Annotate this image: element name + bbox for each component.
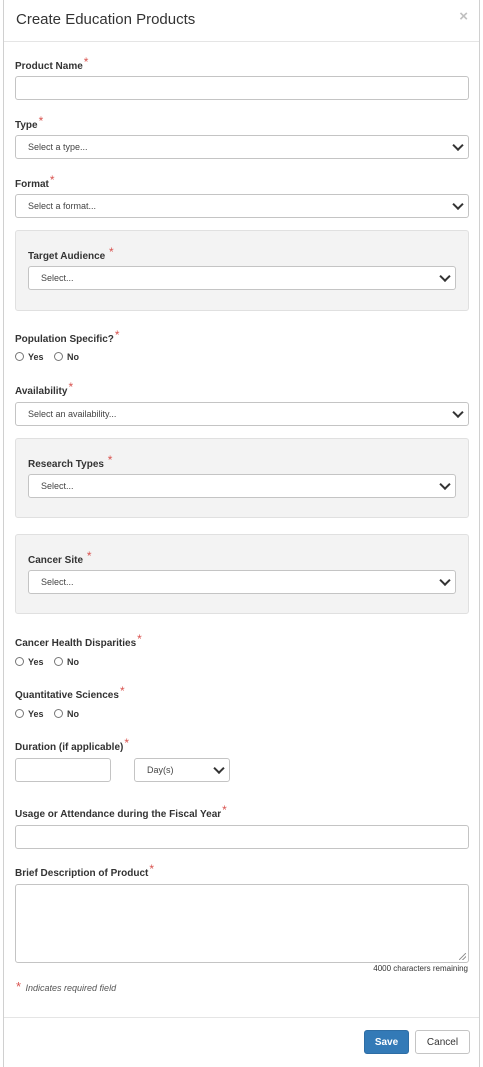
cancer-site-panel bbox=[15, 534, 469, 614]
duration-label: Duration (if applicable)* bbox=[15, 736, 130, 753]
required-marker: * bbox=[222, 803, 227, 817]
quantitative-sciences-yes-radio[interactable] bbox=[15, 709, 24, 718]
availability-label: Availability* bbox=[15, 380, 74, 397]
cancer-health-disparities-radio-group bbox=[15, 653, 79, 671]
resize-handle-icon[interactable] bbox=[459, 953, 466, 960]
radio-label-yes: Yes bbox=[28, 351, 44, 362]
required-legend bbox=[15, 978, 116, 996]
required-marker: * bbox=[149, 862, 155, 876]
create-education-products-modal bbox=[3, 0, 480, 1067]
required-marker: * bbox=[124, 736, 130, 750]
type-select[interactable] bbox=[15, 135, 469, 159]
required-marker: * bbox=[86, 549, 92, 563]
modal-header bbox=[4, 0, 479, 42]
quantitative-sciences-radio-group bbox=[15, 705, 79, 723]
modal-footer-divider bbox=[4, 1017, 479, 1018]
cancer-health-disparities-label: Cancer Health Disparities* bbox=[15, 632, 142, 649]
type-select-value: Select a type... bbox=[28, 142, 88, 152]
required-marker: * bbox=[137, 632, 142, 646]
research-types-panel bbox=[15, 438, 469, 518]
cancel-button[interactable]: Cancel bbox=[415, 1030, 470, 1054]
radio-label-yes: Yes bbox=[28, 656, 44, 667]
usage-input[interactable] bbox=[15, 825, 469, 849]
chevron-down-icon bbox=[452, 199, 463, 210]
quantitative-sciences-label: Quantitative Sciences* bbox=[15, 684, 125, 701]
description-label: Brief Description of Product* bbox=[15, 862, 155, 879]
close-icon[interactable]: × bbox=[459, 8, 468, 25]
characters-remaining: 4000 characters remaining bbox=[373, 964, 468, 973]
research-types-select-value: Select... bbox=[41, 481, 74, 491]
population-specific-label: Population Specific?* bbox=[15, 328, 120, 345]
format-select-value: Select a format... bbox=[28, 201, 97, 211]
format-label: Format* bbox=[15, 173, 55, 190]
required-marker: * bbox=[119, 684, 125, 698]
duration-unit-select-value: Day(s) bbox=[147, 765, 174, 775]
target-audience-select-value: Select... bbox=[41, 273, 74, 283]
cancer-health-disparities-yes-radio[interactable] bbox=[15, 657, 24, 666]
required-marker: * bbox=[83, 55, 89, 69]
required-marker: * bbox=[49, 173, 55, 187]
radio-label-no: No bbox=[66, 656, 79, 667]
cancer-site-label: Cancer Site * bbox=[28, 549, 92, 566]
required-marker: * bbox=[114, 328, 120, 342]
usage-label: Usage or Attendance during the Fiscal Year* bbox=[15, 803, 227, 820]
radio-label-no: No bbox=[66, 708, 79, 719]
duration-input[interactable] bbox=[15, 758, 111, 782]
duration-unit-select[interactable] bbox=[134, 758, 230, 782]
format-select[interactable] bbox=[15, 194, 469, 218]
cancer-site-select-value: Select... bbox=[41, 577, 74, 587]
target-audience-label: Target Audience * bbox=[28, 245, 114, 262]
population-specific-radio-group bbox=[15, 348, 79, 366]
availability-select-value: Select an availability... bbox=[28, 409, 117, 419]
required-marker: * bbox=[107, 453, 113, 467]
chevron-down-icon bbox=[439, 575, 450, 586]
radio-label-yes: Yes bbox=[28, 708, 44, 719]
chevron-down-icon bbox=[452, 407, 463, 418]
required-marker: * bbox=[38, 114, 44, 128]
description-textarea[interactable] bbox=[15, 884, 469, 963]
cancer-health-disparities-no-radio[interactable] bbox=[54, 657, 63, 666]
research-types-select[interactable] bbox=[28, 474, 456, 498]
availability-select[interactable] bbox=[15, 402, 469, 426]
product-name-label: Product Name* bbox=[15, 55, 89, 72]
chevron-down-icon bbox=[452, 140, 463, 151]
population-specific-yes-radio[interactable] bbox=[15, 352, 24, 361]
product-name-input[interactable] bbox=[15, 76, 469, 100]
required-marker: * bbox=[68, 380, 74, 394]
research-types-label: Research Types * bbox=[28, 453, 113, 470]
required-marker: * bbox=[16, 979, 22, 994]
chevron-down-icon bbox=[439, 271, 450, 282]
modal-title: Create Education Products bbox=[16, 11, 196, 28]
chevron-down-icon bbox=[213, 763, 224, 774]
type-label: Type* bbox=[15, 114, 44, 131]
save-button[interactable]: Save bbox=[364, 1030, 409, 1054]
target-audience-panel bbox=[15, 230, 469, 311]
cancer-site-select[interactable] bbox=[28, 570, 456, 594]
population-specific-no-radio[interactable] bbox=[54, 352, 63, 361]
quantitative-sciences-no-radio[interactable] bbox=[54, 709, 63, 718]
radio-label-no: No bbox=[66, 351, 79, 362]
required-marker: * bbox=[109, 245, 114, 259]
chevron-down-icon bbox=[439, 479, 450, 490]
required-legend-text: Indicates required field bbox=[25, 983, 117, 993]
target-audience-select[interactable] bbox=[28, 266, 456, 290]
